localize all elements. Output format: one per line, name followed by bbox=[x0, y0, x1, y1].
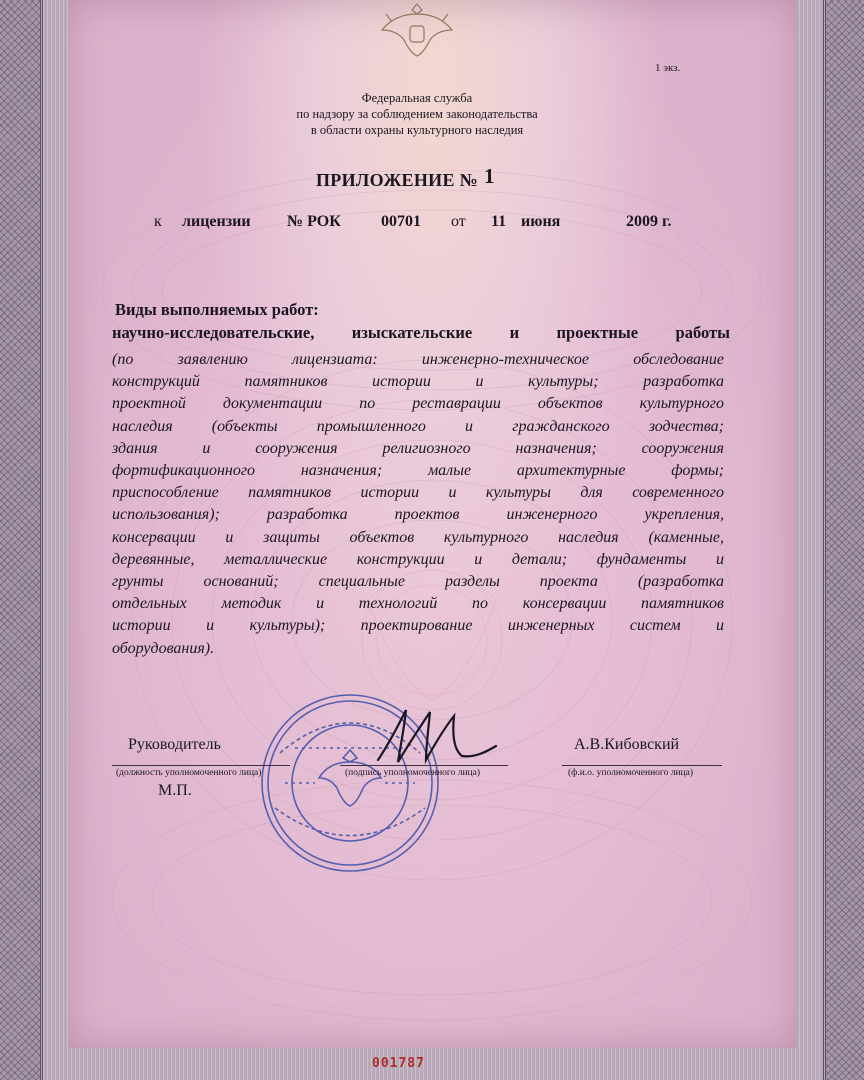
description-line: фортификационного назначения; малые архитектурные формы; bbox=[112, 462, 724, 480]
description-line: отдельных методик и технологий по консервации памятников bbox=[112, 595, 724, 613]
position-line bbox=[112, 765, 290, 766]
appendix-number: 1 bbox=[483, 164, 495, 188]
serial-number: 001787 bbox=[372, 1056, 425, 1071]
description-line: приспособление памятников истории и культуры для современного bbox=[112, 484, 724, 502]
works-type: научно-исследовательские, изыскательские и проектные работы bbox=[112, 323, 730, 342]
seal-place-label: М.П. bbox=[158, 782, 192, 799]
license-month: июня bbox=[521, 213, 561, 230]
description-line: деревянные, металлические конструкции и детали; фундаменты и bbox=[112, 550, 724, 568]
license-year: 2009 г. bbox=[626, 213, 672, 230]
name-line bbox=[562, 765, 722, 766]
coat-of-arms-icon bbox=[372, 0, 462, 58]
description-line: использования); разработка проектов инженерного укрепления, bbox=[112, 506, 724, 524]
signature-line bbox=[340, 765, 508, 766]
appendix-title bbox=[316, 164, 495, 191]
caption-position: (должность уполномоченного лица) bbox=[116, 768, 262, 778]
works-heading: Виды выполняемых работ: bbox=[115, 300, 319, 319]
description-line: здания и сооружения религиозного назначения; сооружения bbox=[112, 439, 724, 457]
works-description bbox=[112, 349, 724, 660]
license-series: № РОК bbox=[287, 213, 341, 230]
description-line: проектной документации по реставрации объектов культурного bbox=[112, 395, 724, 413]
license-reference bbox=[148, 213, 708, 237]
agency-line: по надзору за соблюдением законодательства bbox=[296, 107, 538, 121]
description-line: оборудования). bbox=[112, 639, 215, 657]
license-k: к bbox=[154, 213, 162, 230]
description-line: (по заявлению лицензиата: инженерно-техническое обследование bbox=[112, 351, 724, 368]
appendix-label: ПРИЛОЖЕНИЕ № bbox=[316, 170, 478, 190]
signatory-position: Руководитель bbox=[128, 736, 221, 753]
license-word: лицензии bbox=[182, 213, 251, 230]
agency-name bbox=[232, 90, 602, 138]
description-line: грунты оснований; специальные разделы проекта (разработка bbox=[112, 573, 724, 591]
license-day: 11 bbox=[491, 213, 507, 230]
description-line: конструкций памятников истории и культуры; разработка bbox=[112, 373, 724, 391]
description-line: консервации и защиты объектов культурного наследия (каменные, bbox=[112, 528, 724, 546]
copy-note: 1 экз. bbox=[655, 62, 681, 74]
license-number: 00701 bbox=[381, 213, 421, 230]
signature-icon bbox=[370, 702, 500, 772]
caption-signature: (подпись уполномоченного лица) bbox=[345, 768, 481, 778]
description-line: наследия (объекты промышленного и гражданского зодчества; bbox=[112, 417, 724, 435]
agency-line: Федеральная служба bbox=[361, 91, 473, 105]
signatory-name: А.В.Кибовский bbox=[574, 736, 680, 753]
description-line: истории и культуры); проектирование инженерных систем и bbox=[112, 617, 724, 635]
license-ot: от bbox=[451, 213, 466, 230]
agency-line: в области охраны культурного наследия bbox=[310, 123, 524, 137]
caption-name: (ф.и.о. уполномоченного лица) bbox=[568, 768, 694, 778]
